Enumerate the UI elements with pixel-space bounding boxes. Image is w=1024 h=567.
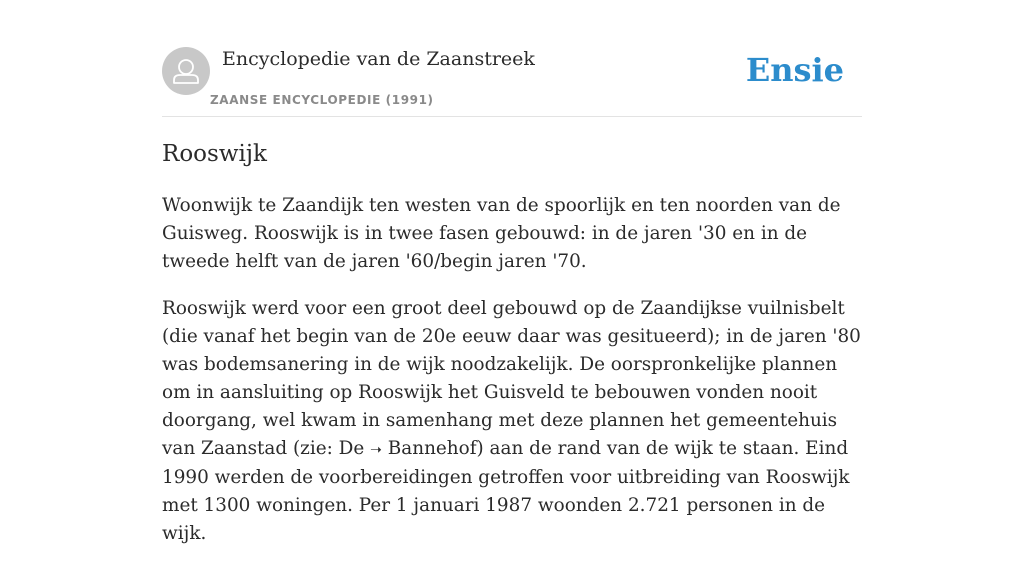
crossref-link-bannehof[interactable]: [370, 438, 476, 459]
paragraph-text: Rooswijk werd voor een groot deel gebouwd op de Zaandijkse vuilnisbelt (die vanaf het begin van de 20e eeuw daar was gesitueerd); in de jaren '80 was bodemsanering in de wijk noodzakelijk. De oorspronkelijke plannen om in aansluiting op Rooswijk het Guisveld te bebouwen vonden nooit doorgang, wel kwam in samenhang met deze plannen het gemeentehuis van Zaanstad (zie: De: [162, 298, 861, 459]
source-title[interactable]: Encyclopedie van de Zaanstreek: [222, 48, 535, 70]
entry-paragraph: Woonwijk te Zaandijk ten westen van de spoorlijk en ten noorden van de Guisweg. Rooswijk is in twee fasen gebouwd: in de jaren '30 en in de tweede helft van de jaren '60/begin jaren '70.: [162, 195, 841, 272]
arrow-right-icon: ➝: [370, 442, 382, 458]
crossref-label: Bannehof: [387, 438, 477, 459]
entry-content: [162, 192, 864, 567]
paragraph-text: ) aan de rand van de wijk te staan. Eind 1990 werden de voorbereidingen getroffen voor uitbreiding van Rooswijk met 1300 woningen. Per 1 januari 1987 woonden 2.721 personen in de wijk.: [162, 438, 850, 544]
source-subtitle[interactable]: ZAANSE ENCYCLOPEDIE (1991): [210, 93, 434, 107]
ensie-logo[interactable]: Ensie: [745, 51, 844, 89]
entry-title: Rooswijk: [162, 141, 267, 167]
source-header: [162, 40, 862, 117]
entry-paragraph: [162, 295, 864, 548]
user-placeholder-icon[interactable]: [162, 47, 210, 95]
